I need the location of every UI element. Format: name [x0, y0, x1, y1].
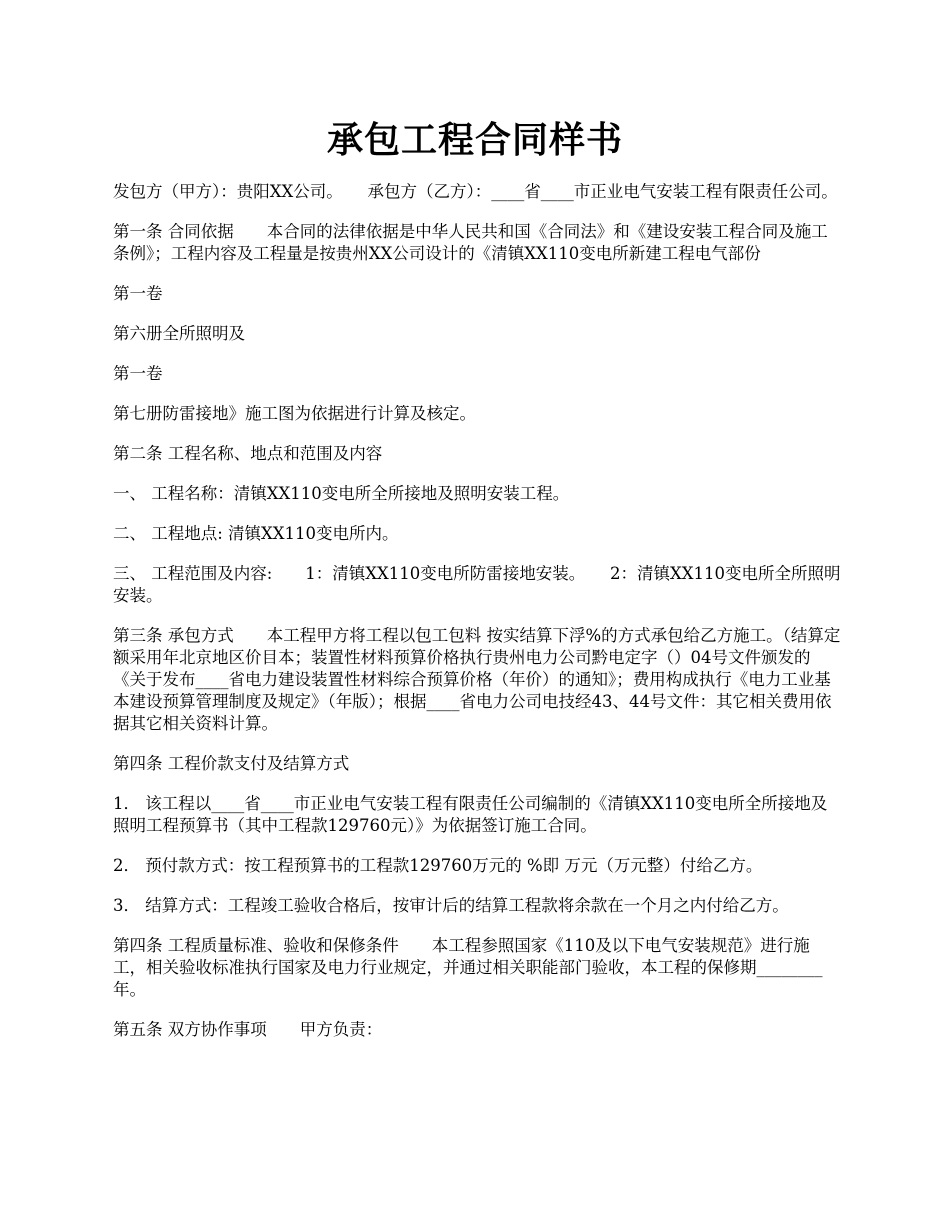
book-7-line: 第七册防雷接地》施工图为依据进行计算及核定。 [113, 404, 476, 423]
article-3-paragraph: 第三条 承包方式 本工程甲方将工程以包工包料 按实结算下浮%的方式承包给乙方施工。（结算定额采用年北京地区价目本；装置性材料预算价格执行贵州电力公司黔电定字（）04号文件颁发的《关于发布____省电力建设装置性材料综合预算价格（年价）的通知》；费用构成执行《电力工业基本建设预算管理制度及规定》（年版）；根据____省电力公司电技经43、44号文件：其它相关费用依据其它相关资料计算。 [113, 626, 841, 733]
party-info-paragraph: 发包方（甲方）：贵阳XX公司。 承包方（乙方）：____省____市正业电气安装工程有限责任公司。 [113, 182, 838, 201]
article-4-heading: 第四条 工程价款支付及结算方式 [113, 754, 350, 773]
document-title: 承包工程合同样书 [326, 119, 623, 161]
quality-article-paragraph: 第四条 工程质量标准、验收和保修条件 本工程参照国家《110及以下电气安装规范》进行施工，相关验收标准执行国家及电力行业规定，并通过相关职能部门验收，本工程的保修期________年。 [113, 936, 823, 999]
document-body [113, 181, 841, 1059]
payment-item-3: 3． 结算方式：工程竣工验收合格后，按审计后的结算工程款将余款在一个月之内付给乙方。 [113, 896, 789, 915]
article-2-heading: 第二条 工程名称、地点和范围及内容 [113, 444, 383, 463]
volume-line: 第一卷 [113, 284, 163, 303]
article-1-paragraph: 第一条 合同依据 本合同的法律依据是中华人民共和国《合同法》和《建设安装工程合同及施工条例》；工程内容及工程量是按贵州XX公司设计的《清镇XX110变电所新建工程电气部份 [113, 222, 828, 263]
volume-line: 第一卷 [113, 364, 163, 383]
project-location-paragraph: 二、 工程地点: 清镇XX110变电所内。 [113, 524, 399, 543]
article-5-paragraph: 第五条 双方协作事项 甲方负责： [113, 1020, 383, 1039]
payment-item-1: 1． 该工程以____省____市正业电气安装工程有限责任公司编制的《清镇XX110变电所全所接地及照明工程预算书（其中工程款129760元）》为依据签订施工合同。 [113, 794, 828, 835]
payment-item-2: 2． 预付款方式：按工程预算书的工程款129760万元的 %即 万元（万元整）付给乙方。 [113, 856, 763, 875]
project-name-paragraph: 一、 工程名称：清镇XX110变电所全所接地及照明安装工程。 [113, 484, 570, 503]
book-6-line: 第六册全所照明及 [113, 324, 245, 343]
project-scope-paragraph: 三、 工程范围及内容: 1：清镇XX110变电所防雷接地安装。 2：清镇XX110变电所全所照明安装。 [113, 564, 841, 605]
